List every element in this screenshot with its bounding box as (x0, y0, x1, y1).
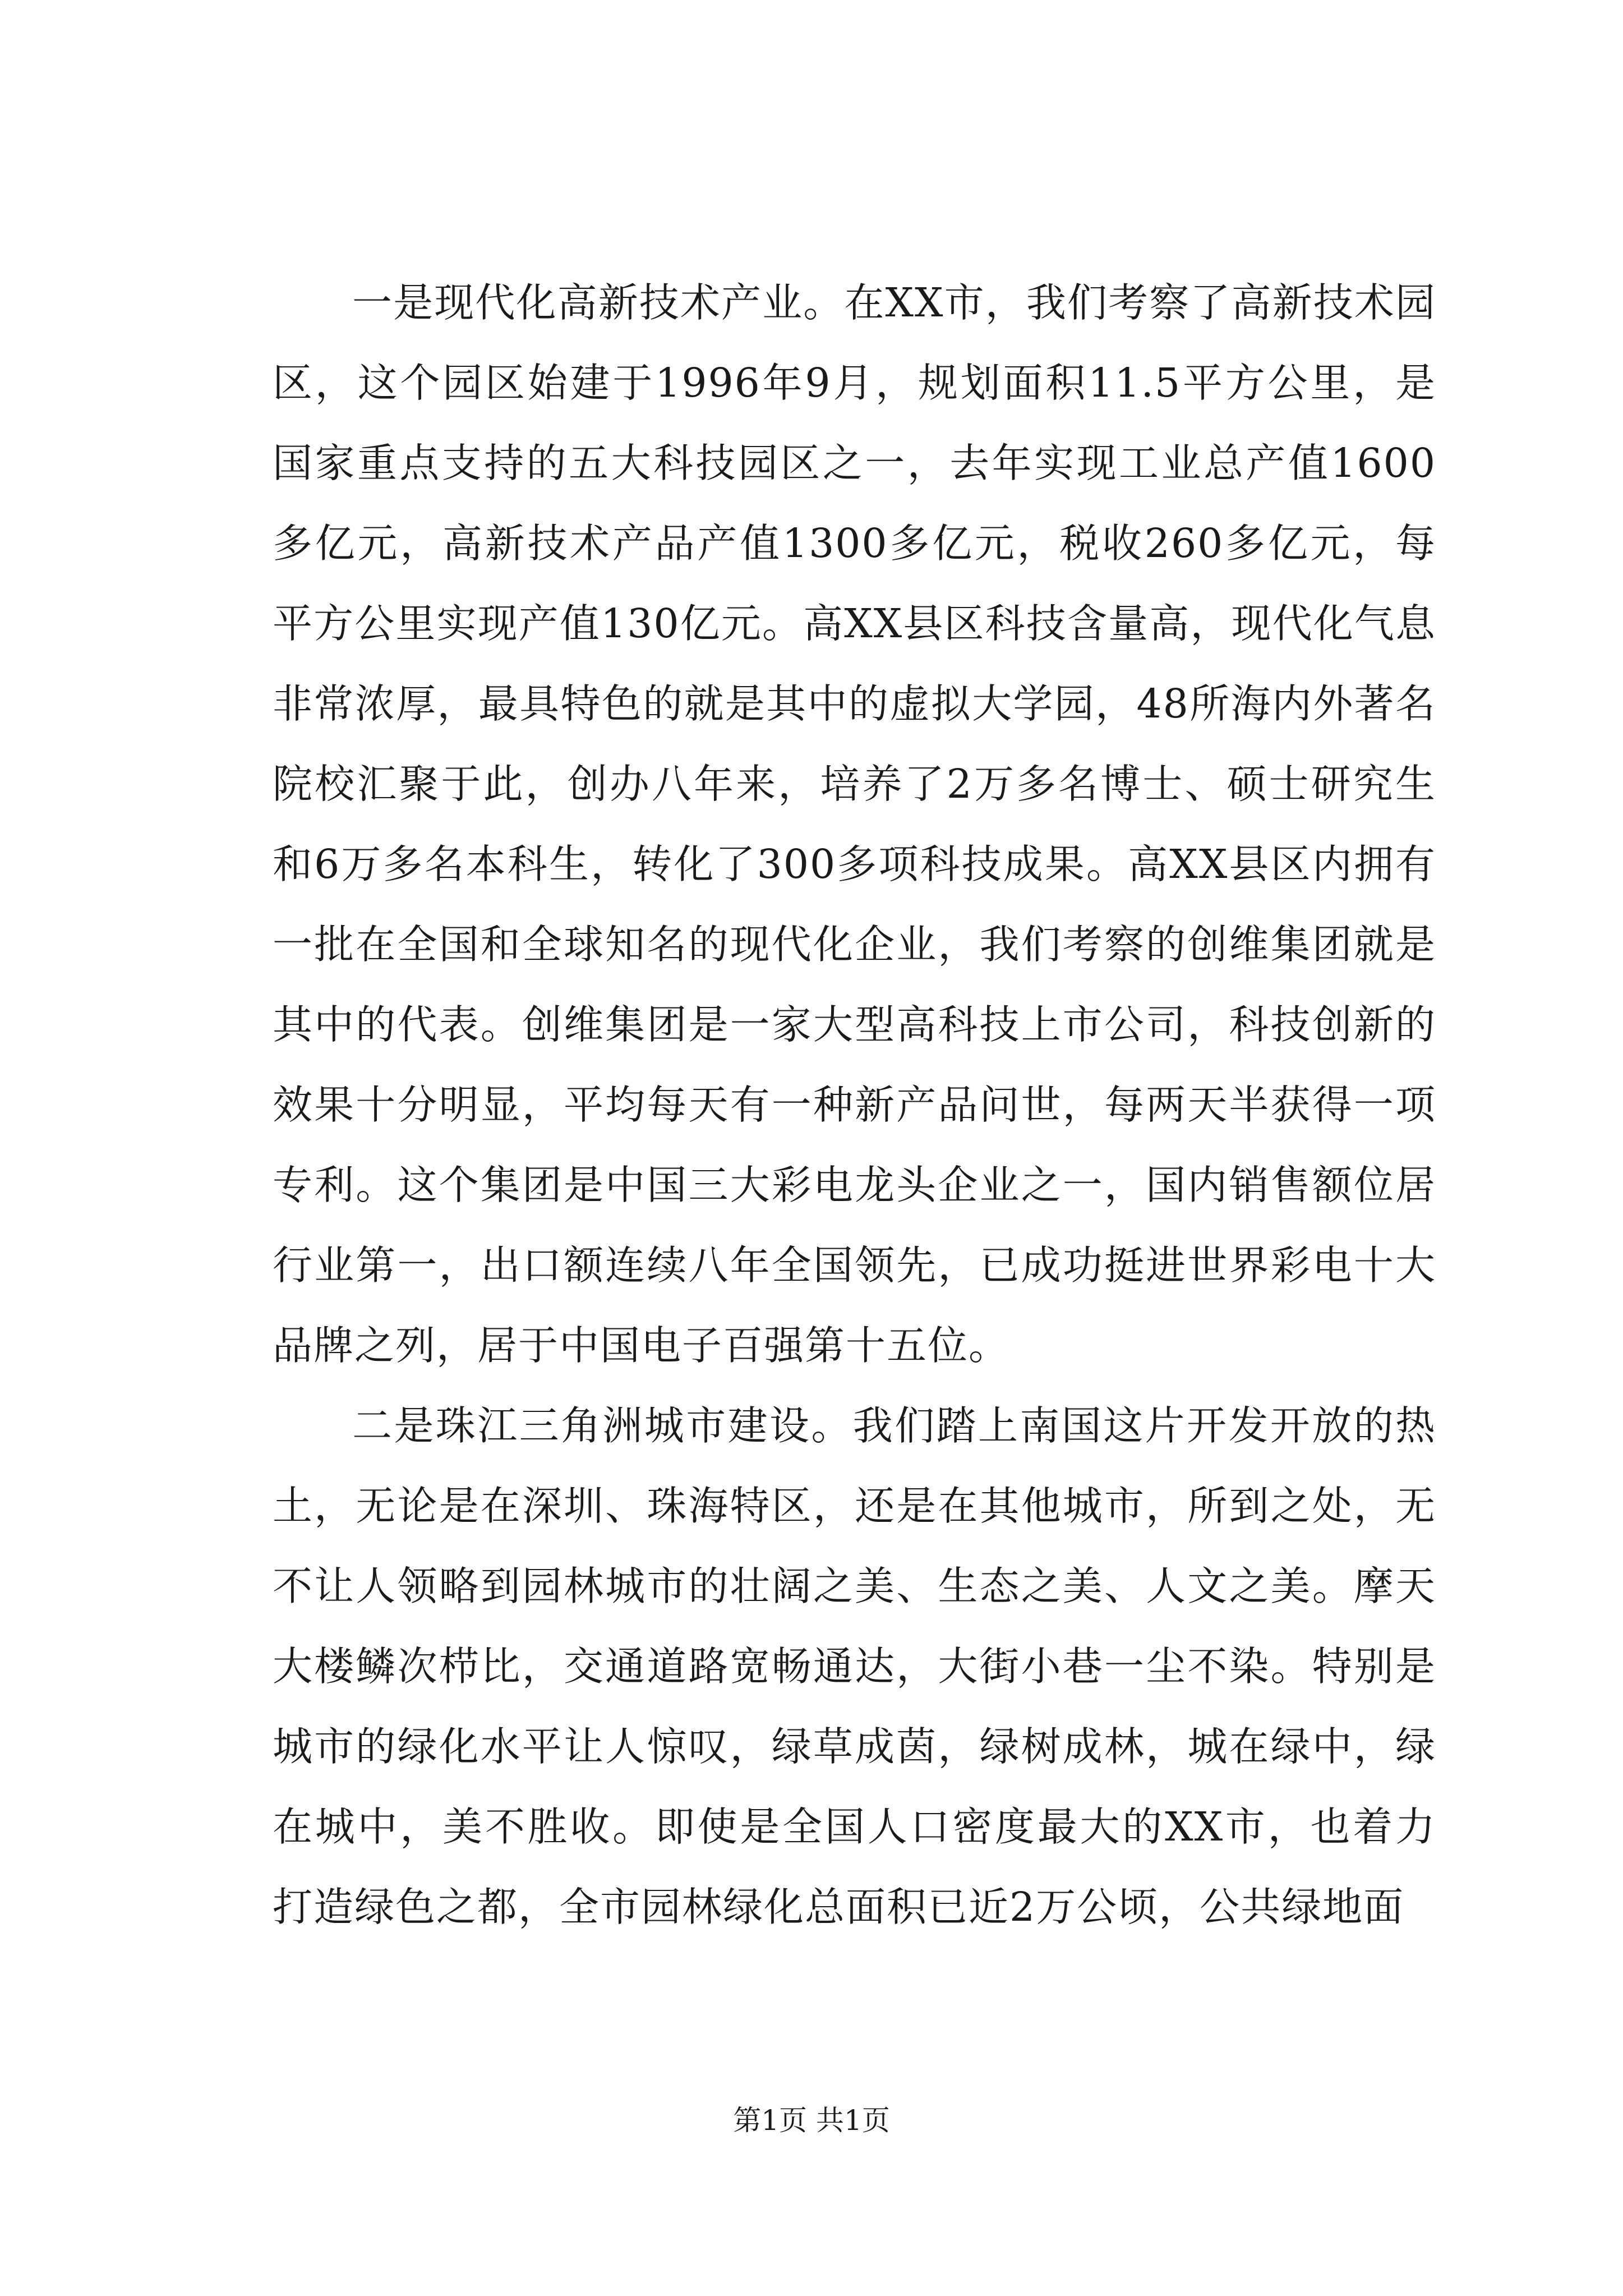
paragraph-pearl-river-delta: 二是珠江三角洲城市建设。我们踏上南国这片开发开放的热土，无论是在深圳、珠海特区，还是在其他城市，所到之处，无不让人领略到园林城市的壮阔之美、生态之美、人文之美。摩天大楼鳞次栉比，交通道路宽畅通达，大街小巷一尘不染。特别是城市的绿化水平让人惊叹，绿草成茵，绿树成林，城在绿中，绿在城中，美不胜收。即使是全国人口密度最大的XX市，也着力打造绿色之都，全市园林绿化总面积已近2万公顷，公共绿地面 (273, 1402, 1436, 1930)
paragraph-high-tech-industry: 一是现代化高新技术产业。在XX市，我们考察了高新技术园区，这个园区始建于1996年9月，规划面积11.5平方公里，是国家重点支持的五大科技园区之一，去年实现工业总产值1600多亿元，高新技术产品产值1300多亿元，税收260多亿元，每平方公里实现产值130亿元。高XX县区科技含量高，现代化气息非常浓厚，最具特色的就是其中的虚拟大学园，48所海内外著名院校汇聚于此，创办八年来，培养了2万多名博士、硕士研究生和6万多名本科生，转化了300多项科技成果。高XX县区内拥有一批在全国和全球知名的现代化企业，我们考察的创维集团就是其中的代表。创维集团是一家大型高科技上市公司，科技创新的效果十分明显，平均每天有一种新产品问世，每两天半获得一项专利。这个集团是中国三大彩电龙头企业之一，国内销售额位居行业第一，出口额连续八年全国领先，已成功挺进世界彩电十大品牌之列，居于中国电子百强第十五位。 (273, 279, 1436, 1369)
document-body (273, 263, 1436, 1947)
page-footer: 第1页 共1页 (733, 2104, 890, 2137)
